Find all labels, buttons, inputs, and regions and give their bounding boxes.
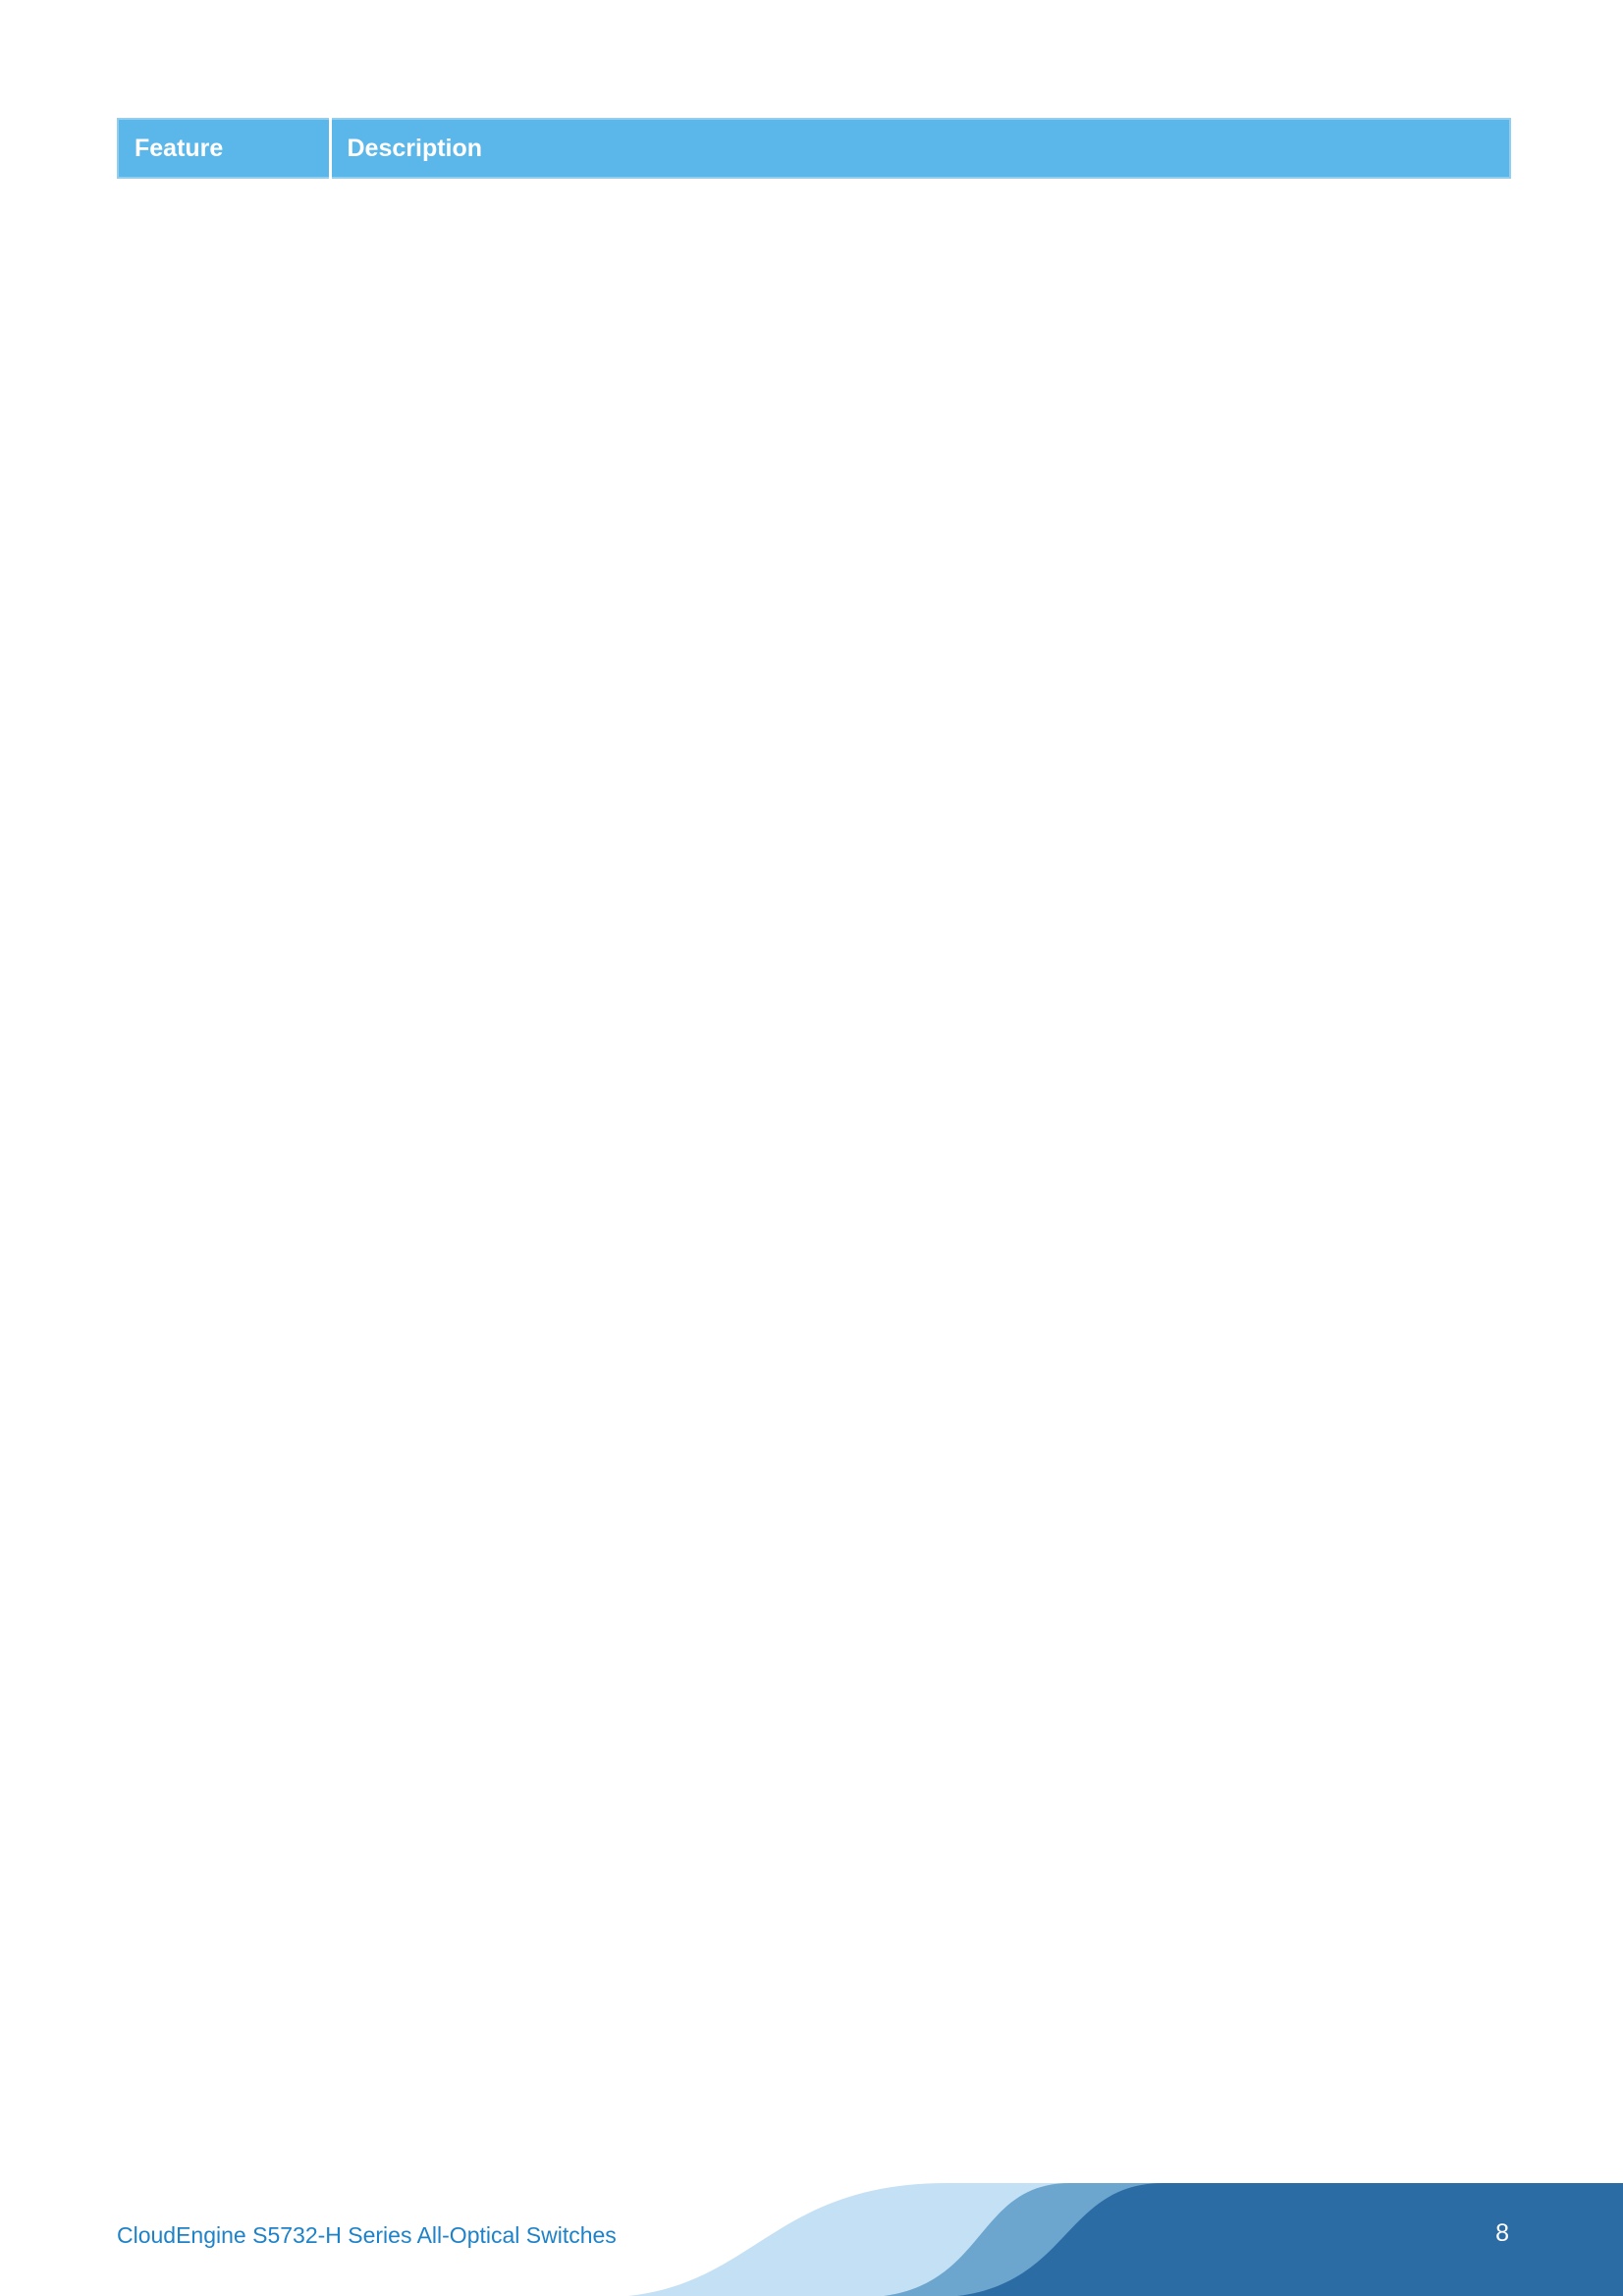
table-header-row bbox=[118, 119, 1510, 178]
footer-document-title: CloudEngine S5732-H Series All-Optical Switches bbox=[117, 2222, 617, 2248]
feature-table bbox=[117, 118, 1511, 179]
footer-wave-decoration bbox=[0, 2080, 1623, 2296]
feature-column-header: Feature bbox=[118, 119, 330, 178]
page-number: 8 bbox=[1495, 2219, 1509, 2247]
description-column-header: Description bbox=[330, 119, 1510, 178]
